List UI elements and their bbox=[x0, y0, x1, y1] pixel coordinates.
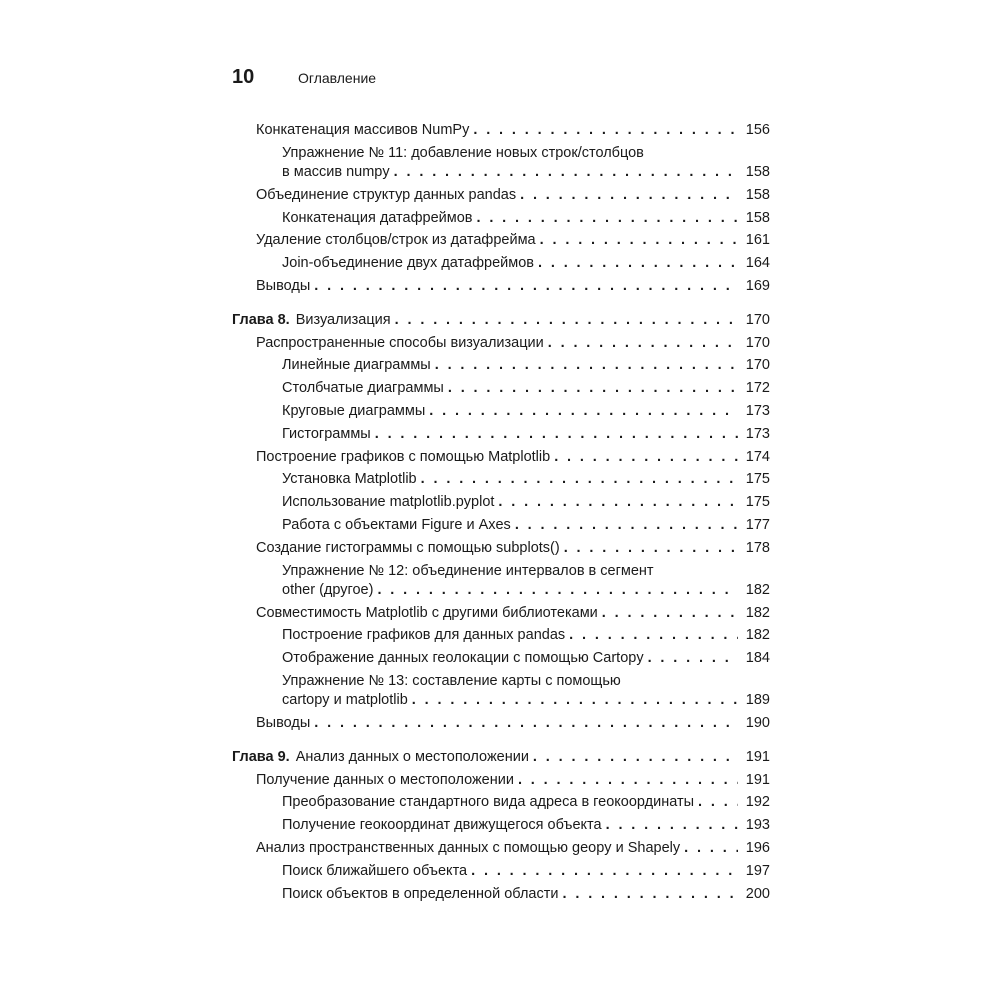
chapter-label: Глава 9. bbox=[232, 748, 290, 765]
toc-page-number: 184 bbox=[745, 650, 770, 667]
toc-page-number: 175 bbox=[745, 471, 770, 488]
toc-page-number: 158 bbox=[745, 209, 770, 226]
toc-entry-title: Join-объединение двух датафреймов bbox=[282, 255, 534, 272]
dot-leader bbox=[569, 627, 738, 643]
toc-entry bbox=[232, 145, 770, 187]
toc-page-number: 172 bbox=[745, 380, 770, 397]
toc-entry-title: Анализ данных о местоположении bbox=[295, 748, 529, 765]
dot-leader bbox=[377, 582, 738, 598]
toc-entry bbox=[232, 715, 770, 738]
toc-page-number: 197 bbox=[745, 862, 770, 879]
toc-entry bbox=[232, 403, 770, 426]
dot-leader bbox=[471, 863, 738, 879]
dot-leader bbox=[698, 794, 738, 810]
toc-entry bbox=[232, 380, 770, 403]
toc-entry-title: Преобразование стандартного вида адреса в геокоординаты bbox=[282, 794, 695, 811]
toc-page-number: 170 bbox=[745, 334, 770, 351]
dot-leader bbox=[476, 210, 738, 226]
dot-leader bbox=[548, 335, 738, 351]
toc-entry-title: Совместимость Matplotlib с другими библиотеками bbox=[256, 604, 598, 621]
toc-entry bbox=[232, 840, 770, 863]
dot-leader bbox=[684, 840, 738, 856]
dot-leader bbox=[533, 749, 738, 765]
toc-entry-title: Удаление столбцов/строк из датафрейма bbox=[256, 232, 536, 249]
toc-page-number: 191 bbox=[745, 771, 770, 788]
toc-entry-title: Распространенные способы визуализации bbox=[256, 334, 544, 351]
toc-entry bbox=[232, 471, 770, 494]
toc-page-number: 190 bbox=[745, 714, 770, 731]
page-header bbox=[232, 66, 376, 89]
toc-entry-title: Упражнение № 12: объединение интервалов в сегмент bbox=[282, 562, 654, 579]
toc-entry bbox=[232, 122, 770, 145]
toc-page-number: 161 bbox=[745, 232, 770, 249]
toc-page-number: 192 bbox=[745, 794, 770, 811]
toc-entry bbox=[232, 278, 770, 301]
dot-leader bbox=[314, 715, 738, 731]
toc-entry bbox=[232, 650, 770, 673]
toc-entry bbox=[232, 794, 770, 817]
toc-entry-title: Получение геокоординат движущегося объекта bbox=[282, 817, 602, 834]
dot-leader bbox=[520, 187, 738, 203]
toc-page-number: 173 bbox=[745, 402, 770, 419]
toc-entry-title: Конкатенация датафреймов bbox=[282, 209, 473, 226]
toc-entry bbox=[232, 517, 770, 540]
toc-entry bbox=[232, 426, 770, 449]
dot-leader bbox=[540, 232, 738, 248]
toc-entry-title: Конкатенация массивов NumPy bbox=[256, 122, 470, 138]
dot-leader bbox=[375, 426, 738, 442]
toc-entry-title: Визуализация bbox=[295, 311, 391, 328]
dot-leader bbox=[498, 494, 738, 510]
toc-entry-title-cont: в массив numpy bbox=[282, 163, 390, 180]
toc-chapter bbox=[232, 312, 770, 335]
toc-entry-title-cont: cartopy и matplotlib bbox=[282, 691, 408, 708]
toc-page-number: 170 bbox=[745, 357, 770, 374]
dot-leader bbox=[564, 540, 738, 556]
dot-leader bbox=[412, 692, 738, 708]
toc-entry bbox=[232, 772, 770, 795]
toc-entry bbox=[232, 673, 770, 715]
toc-page-number: 175 bbox=[745, 494, 770, 511]
toc-entry-title: Гистограммы bbox=[282, 425, 371, 442]
dot-leader bbox=[314, 278, 738, 294]
toc-page-number: 177 bbox=[745, 516, 770, 533]
dot-leader bbox=[562, 886, 738, 902]
toc-entry-title: Упражнение № 13: составление карты с помощью bbox=[282, 672, 621, 689]
toc-entry-title: Отображение данных геолокации с помощью Cartopy bbox=[282, 650, 644, 667]
toc-page-number: 173 bbox=[745, 425, 770, 442]
toc-entry bbox=[232, 494, 770, 517]
dot-leader bbox=[538, 255, 738, 271]
toc-page-number: 164 bbox=[745, 255, 770, 272]
toc-entry-title: Упражнение № 11: добавление новых строк/столбцов bbox=[282, 144, 644, 161]
toc-entry-title: Поиск ближайшего объекта bbox=[282, 862, 468, 879]
dot-leader bbox=[515, 517, 738, 533]
toc-page-number: 189 bbox=[745, 691, 770, 708]
dot-leader bbox=[473, 122, 738, 138]
toc-page-number: 191 bbox=[745, 748, 770, 765]
dot-leader bbox=[606, 817, 738, 833]
page-number: 10 bbox=[232, 66, 255, 88]
dot-leader bbox=[648, 650, 738, 666]
dot-leader bbox=[518, 772, 738, 788]
toc-page-number: 182 bbox=[745, 627, 770, 644]
toc-entry bbox=[232, 255, 770, 278]
dot-leader bbox=[421, 471, 738, 487]
toc-page-number: 158 bbox=[745, 163, 770, 180]
toc-page-number: 182 bbox=[745, 604, 770, 621]
toc-entry-title: Работа с объектами Figure и Axes bbox=[282, 516, 511, 533]
toc-page-number: 200 bbox=[745, 885, 770, 902]
toc-entry-title: Объединение структур данных pandas bbox=[256, 186, 517, 203]
toc-entry bbox=[232, 187, 770, 210]
toc-entry bbox=[232, 357, 770, 380]
toc-page-number: 174 bbox=[745, 448, 770, 465]
toc-chapter bbox=[232, 749, 770, 772]
toc-entry bbox=[232, 627, 770, 650]
toc-entry-title: Получение данных о местоположении bbox=[256, 771, 514, 788]
dot-leader bbox=[429, 403, 738, 419]
toc-entry bbox=[232, 335, 770, 358]
toc-entry bbox=[232, 886, 770, 909]
toc-entry-title: Создание гистограммы с помощью subplots() bbox=[256, 539, 560, 556]
toc-entry-title: Линейные диаграммы bbox=[282, 357, 431, 374]
toc-page-number: 182 bbox=[745, 581, 770, 598]
dot-leader bbox=[394, 164, 738, 180]
toc-entry bbox=[232, 563, 770, 605]
toc-entry bbox=[232, 449, 770, 472]
toc-page-number: 178 bbox=[745, 539, 770, 556]
toc-entry-title: Анализ пространственных данных с помощью geopy и Shapely bbox=[256, 839, 681, 856]
chapter-label: Глава 8. bbox=[232, 311, 290, 328]
dot-leader bbox=[602, 605, 738, 621]
toc-page-number: 158 bbox=[745, 186, 770, 203]
toc-entry-title: Выводы bbox=[256, 277, 311, 294]
table-of-contents bbox=[232, 122, 770, 908]
toc-entry-title: Поиск объектов в определенной области bbox=[282, 885, 559, 902]
toc-entry bbox=[232, 817, 770, 840]
toc-entry bbox=[232, 232, 770, 255]
toc-entry-title: Выводы bbox=[256, 714, 311, 731]
toc-entry bbox=[232, 210, 770, 233]
running-title: Оглавление bbox=[298, 70, 377, 86]
dot-leader bbox=[435, 357, 738, 373]
toc-entry bbox=[232, 605, 770, 628]
toc-entry bbox=[232, 863, 770, 886]
dot-leader bbox=[554, 449, 738, 465]
toc-page-number: 156 bbox=[745, 122, 770, 138]
dot-leader bbox=[395, 312, 738, 328]
toc-entry-title-cont: other (другое) bbox=[282, 581, 374, 598]
toc-entry-title: Построение графиков для данных pandas bbox=[282, 627, 566, 644]
toc-page-number: 169 bbox=[745, 277, 770, 294]
toc-page-number: 170 bbox=[745, 311, 770, 328]
dot-leader bbox=[448, 380, 738, 396]
toc-entry-title: Использование matplotlib.pyplot bbox=[282, 494, 495, 511]
toc-entry-title: Установка Matplotlib bbox=[282, 471, 417, 488]
toc-entry bbox=[232, 540, 770, 563]
toc-page-number: 193 bbox=[745, 817, 770, 834]
toc-page-number: 196 bbox=[745, 839, 770, 856]
toc-entry-title: Построение графиков с помощью Matplotlib bbox=[256, 448, 551, 465]
toc-entry-title: Столбчатые диаграммы bbox=[282, 380, 444, 397]
toc-entry-title: Круговые диаграммы bbox=[282, 402, 426, 419]
